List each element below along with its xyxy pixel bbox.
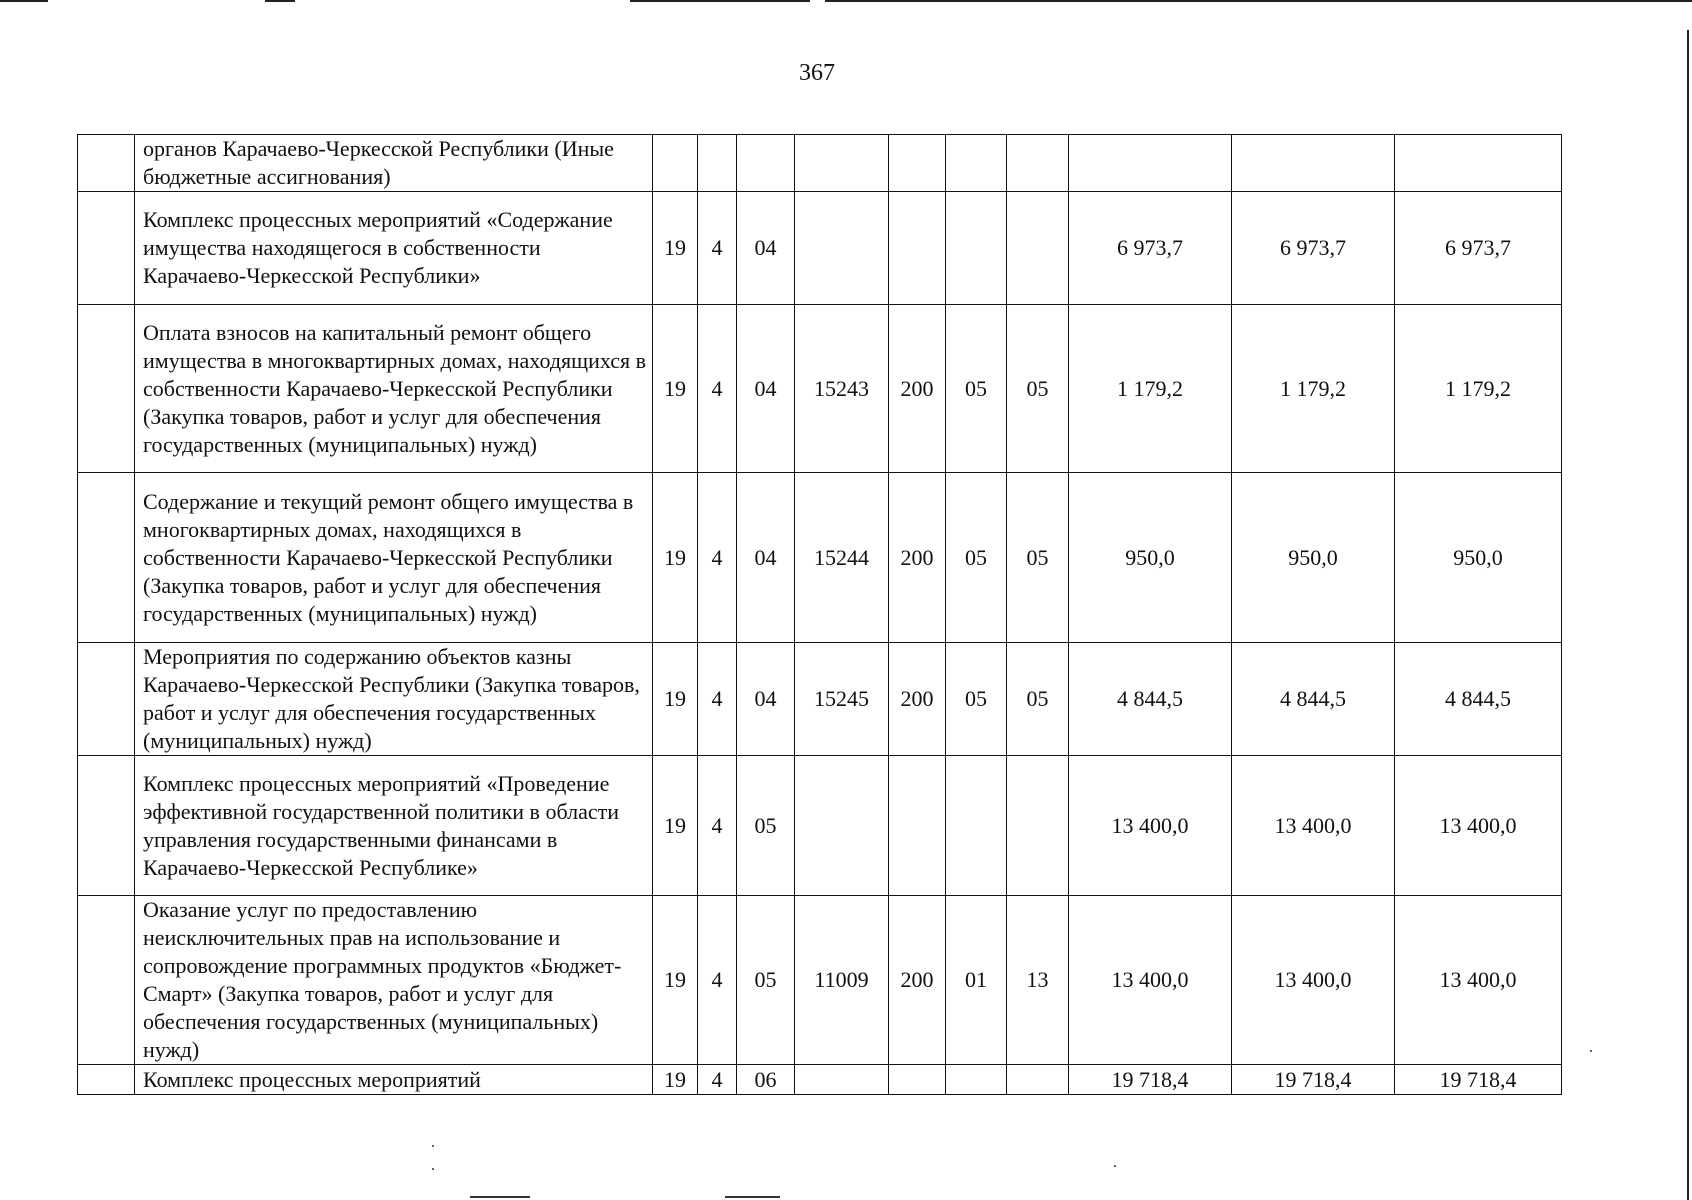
table-row bbox=[78, 643, 1562, 756]
code-cell: 4 bbox=[698, 1065, 737, 1095]
scan-speck bbox=[432, 1168, 434, 1170]
item-name-cell: Комплекс процессных мероприятий «Содержание имущества находящегося в собственности Карачаево-Черкесской Республики» bbox=[135, 192, 653, 305]
scan-speck bbox=[432, 1145, 434, 1147]
code-cell bbox=[795, 756, 889, 896]
scan-edge-line bbox=[265, 0, 295, 2]
code-cell: 05 bbox=[1007, 643, 1069, 756]
code-cell bbox=[737, 135, 795, 192]
code-cell: 05 bbox=[1007, 305, 1069, 473]
scan-edge-line bbox=[825, 0, 1692, 2]
code-cell bbox=[889, 192, 946, 305]
budget-table bbox=[77, 134, 1562, 1095]
code-cell bbox=[795, 1065, 889, 1095]
table-row bbox=[78, 135, 1562, 192]
code-cell: 4 bbox=[698, 192, 737, 305]
amount-cell: 950,0 bbox=[1232, 473, 1395, 643]
amount-cell: 13 400,0 bbox=[1232, 896, 1395, 1065]
code-cell bbox=[1007, 1065, 1069, 1095]
code-cell: 15245 bbox=[795, 643, 889, 756]
code-cell: 200 bbox=[889, 305, 946, 473]
code-cell: 04 bbox=[737, 192, 795, 305]
table-row bbox=[78, 192, 1562, 305]
item-name-cell: Мероприятия по содержанию объектов казны Карачаево-Черкесской Республики (Закупка товаров, работ и услуг для обеспечения государственных (муниципальных) нужд) bbox=[135, 643, 653, 756]
blank-cell bbox=[78, 756, 135, 896]
code-cell: 05 bbox=[737, 896, 795, 1065]
amount-cell: 4 844,5 bbox=[1232, 643, 1395, 756]
amount-cell: 19 718,4 bbox=[1232, 1065, 1395, 1095]
code-cell bbox=[946, 192, 1007, 305]
item-name-cell: Комплекс процессных мероприятий «Проведение эффективной государственной политики в области управления государственными финансами в Карачаево-Черкесской Республике» bbox=[135, 756, 653, 896]
code-cell: 15243 bbox=[795, 305, 889, 473]
amount-cell: 1 179,2 bbox=[1232, 305, 1395, 473]
code-cell bbox=[653, 135, 698, 192]
amount-cell: 19 718,4 bbox=[1069, 1065, 1232, 1095]
scan-edge-line bbox=[725, 1196, 780, 1198]
page-number: 367 bbox=[799, 60, 835, 86]
code-cell bbox=[1007, 756, 1069, 896]
scan-edge-line bbox=[1687, 30, 1689, 1200]
amount-cell: 13 400,0 bbox=[1069, 896, 1232, 1065]
code-cell: 04 bbox=[737, 643, 795, 756]
blank-cell bbox=[78, 135, 135, 192]
code-cell: 19 bbox=[653, 756, 698, 896]
amount-cell: 950,0 bbox=[1069, 473, 1232, 643]
amount-cell bbox=[1232, 135, 1395, 192]
item-name-cell: Оказание услуг по предоставлению неисключительных прав на использование и сопровождение программных продуктов «Бюджет-Смарт» (Закупка товаров, работ и услуг для обеспечения государственных (муниципальных) нужд) bbox=[135, 896, 653, 1065]
code-cell: 4 bbox=[698, 473, 737, 643]
amount-cell: 13 400,0 bbox=[1232, 756, 1395, 896]
amount-cell: 6 973,7 bbox=[1232, 192, 1395, 305]
code-cell: 200 bbox=[889, 896, 946, 1065]
code-cell bbox=[946, 1065, 1007, 1095]
code-cell: 19 bbox=[653, 192, 698, 305]
code-cell: 05 bbox=[946, 643, 1007, 756]
code-cell: 05 bbox=[1007, 473, 1069, 643]
code-cell: 05 bbox=[737, 756, 795, 896]
blank-cell bbox=[78, 896, 135, 1065]
blank-cell bbox=[78, 473, 135, 643]
code-cell bbox=[795, 135, 889, 192]
code-cell bbox=[889, 135, 946, 192]
code-cell: 04 bbox=[737, 305, 795, 473]
table-row bbox=[78, 896, 1562, 1065]
code-cell: 13 bbox=[1007, 896, 1069, 1065]
item-name-cell: Оплата взносов на капитальный ремонт общего имущества в многоквартирных домах, находящихся в собственности Карачаево-Черкесской Республики (Закупка товаров, работ и услуг для обеспечения государственных (муниципальных) нужд) bbox=[135, 305, 653, 473]
table-row bbox=[78, 1065, 1562, 1095]
amount-cell: 13 400,0 bbox=[1395, 896, 1562, 1065]
blank-cell bbox=[78, 192, 135, 305]
amount-cell: 19 718,4 bbox=[1395, 1065, 1562, 1095]
code-cell bbox=[1007, 192, 1069, 305]
code-cell: 06 bbox=[737, 1065, 795, 1095]
amount-cell: 6 973,7 bbox=[1395, 192, 1562, 305]
table-row bbox=[78, 756, 1562, 896]
amount-cell bbox=[1395, 135, 1562, 192]
code-cell bbox=[889, 756, 946, 896]
blank-cell bbox=[78, 643, 135, 756]
code-cell bbox=[946, 135, 1007, 192]
item-name-cell: Содержание и текущий ремонт общего имущества в многоквартирных домах, находящихся в собственности Карачаево-Черкесской Республики (Закупка товаров, работ и услуг для обеспечения государственных (муниципальных) нужд) bbox=[135, 473, 653, 643]
amount-cell: 950,0 bbox=[1395, 473, 1562, 643]
code-cell: 19 bbox=[653, 896, 698, 1065]
scan-edge-line bbox=[470, 1196, 530, 1198]
amount-cell: 4 844,5 bbox=[1395, 643, 1562, 756]
code-cell: 4 bbox=[698, 896, 737, 1065]
blank-cell bbox=[78, 305, 135, 473]
code-cell: 05 bbox=[946, 473, 1007, 643]
code-cell: 200 bbox=[889, 473, 946, 643]
amount-cell bbox=[1069, 135, 1232, 192]
blank-cell bbox=[78, 1065, 135, 1095]
code-cell: 19 bbox=[653, 1065, 698, 1095]
code-cell: 05 bbox=[946, 305, 1007, 473]
code-cell: 4 bbox=[698, 305, 737, 473]
amount-cell: 1 179,2 bbox=[1395, 305, 1562, 473]
code-cell: 11009 bbox=[795, 896, 889, 1065]
item-name-cell: Комплекс процессных мероприятий bbox=[135, 1065, 653, 1095]
code-cell: 01 bbox=[946, 896, 1007, 1065]
code-cell: 19 bbox=[653, 643, 698, 756]
scan-edge-line bbox=[0, 0, 48, 2]
code-cell: 04 bbox=[737, 473, 795, 643]
code-cell: 4 bbox=[698, 756, 737, 896]
amount-cell: 6 973,7 bbox=[1069, 192, 1232, 305]
code-cell bbox=[698, 135, 737, 192]
code-cell bbox=[795, 192, 889, 305]
code-cell bbox=[889, 1065, 946, 1095]
code-cell: 200 bbox=[889, 643, 946, 756]
scan-speck bbox=[1590, 1050, 1592, 1052]
table-row bbox=[78, 305, 1562, 473]
scan-edge-line bbox=[630, 0, 810, 2]
code-cell: 19 bbox=[653, 473, 698, 643]
amount-cell: 13 400,0 bbox=[1069, 756, 1232, 896]
table-row bbox=[78, 473, 1562, 643]
code-cell bbox=[946, 756, 1007, 896]
scan-speck bbox=[1114, 1165, 1116, 1167]
code-cell: 19 bbox=[653, 305, 698, 473]
code-cell: 4 bbox=[698, 643, 737, 756]
amount-cell: 1 179,2 bbox=[1069, 305, 1232, 473]
amount-cell: 13 400,0 bbox=[1395, 756, 1562, 896]
item-name-cell: органов Карачаево-Черкесской Республики (Иные бюджетные ассигнования) bbox=[135, 135, 653, 192]
amount-cell: 4 844,5 bbox=[1069, 643, 1232, 756]
code-cell: 15244 bbox=[795, 473, 889, 643]
code-cell bbox=[1007, 135, 1069, 192]
